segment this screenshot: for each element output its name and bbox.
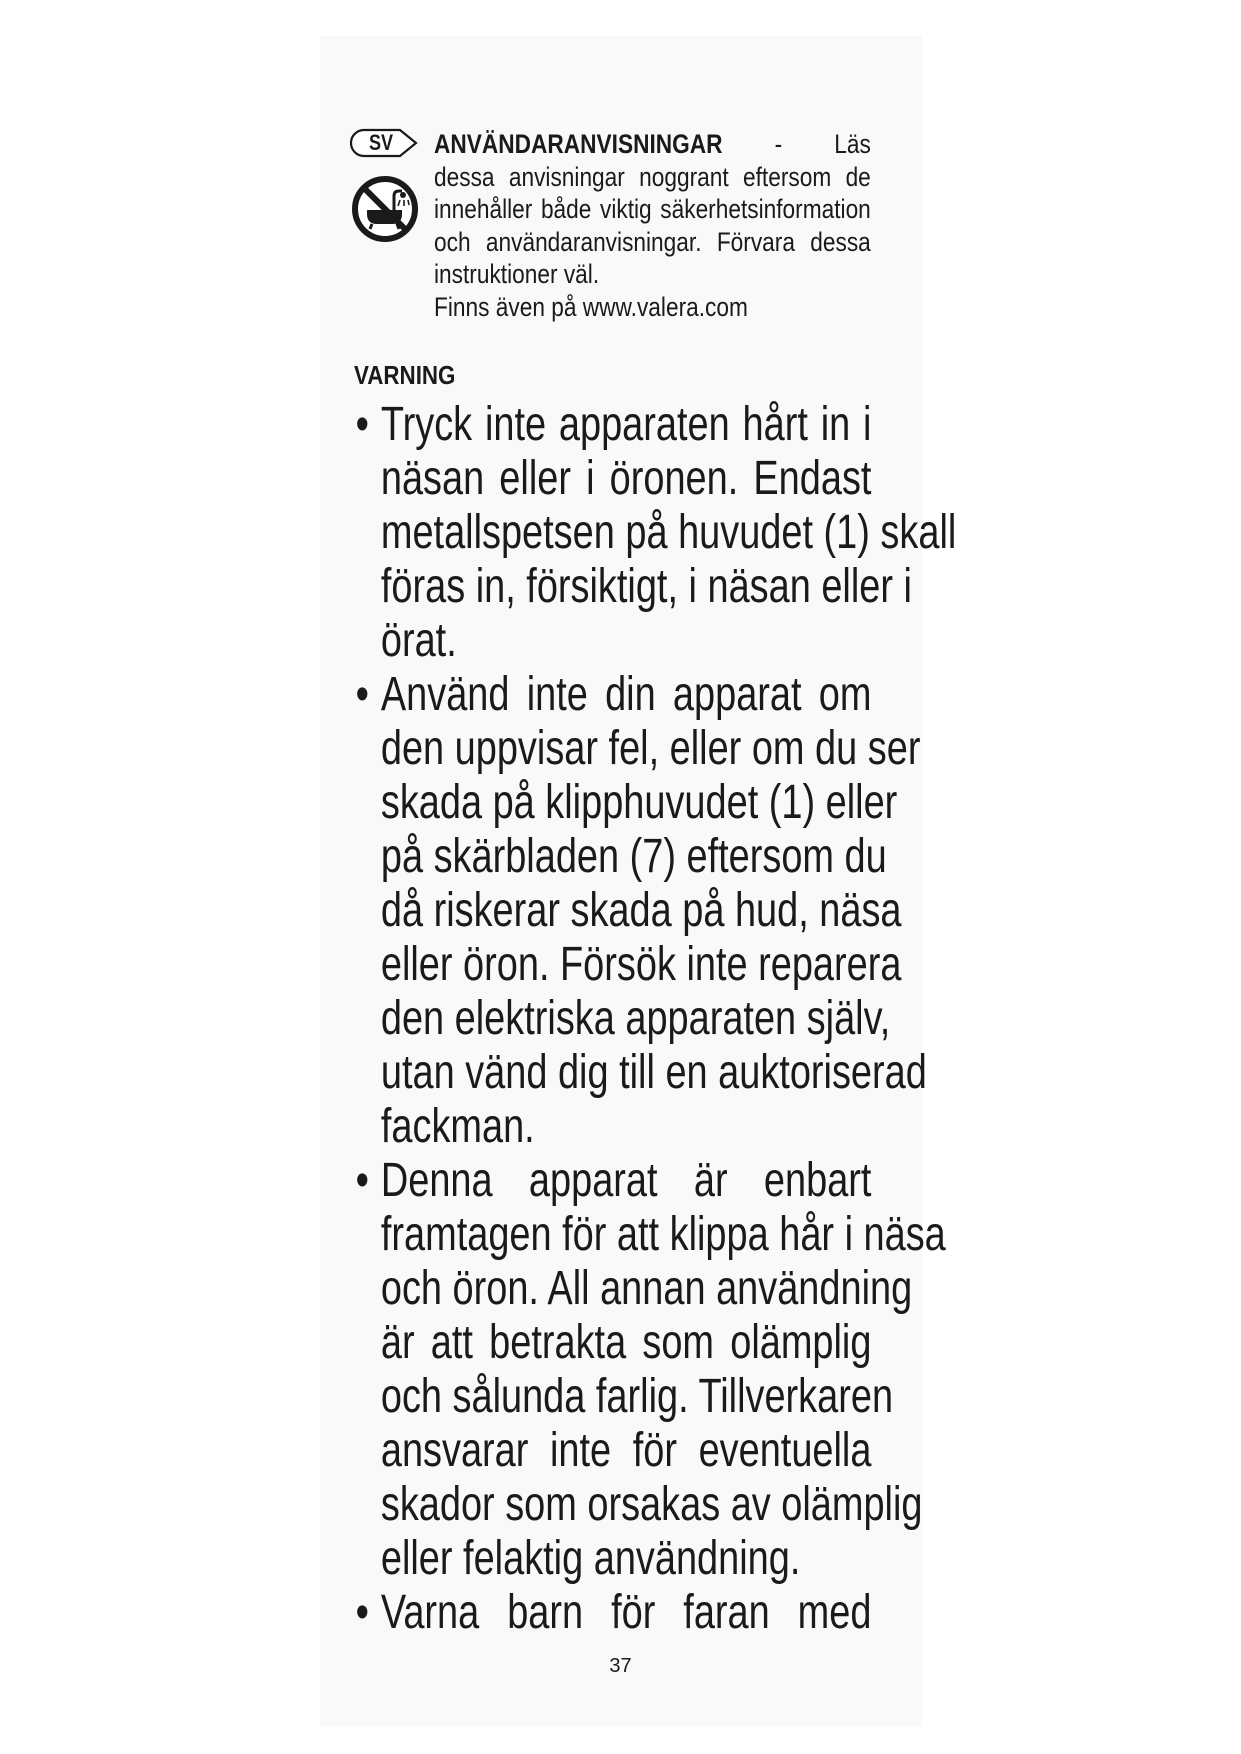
bullet: •: [355, 1586, 369, 1639]
warning-line: den uppvisar fel, eller om du ser: [380, 722, 921, 775]
warning-item: [354, 1586, 871, 1640]
warning-line: eller öron. Försök inte reparera: [380, 938, 902, 991]
warning-line: metallspetsen på huvudet (1) skall: [380, 506, 957, 559]
warning-line: skador som orsakas av olämplig: [380, 1478, 923, 1531]
warning-line: den elektriska apparaten själv,: [380, 992, 891, 1045]
warning-line: utan vänd dig till en auktoriserad: [380, 1046, 927, 1099]
warning-line: är att betrakta som olämplig: [380, 1316, 872, 1369]
warning-line: skada på klipphuvudet (1) eller: [380, 776, 898, 829]
warning-line: föras in, försiktigt, i näsan eller i: [380, 560, 912, 613]
bullet: •: [355, 1154, 369, 1207]
warning-line: fackman.: [380, 1100, 535, 1153]
document-title: ANVÄNDARANVISNINGAR: [434, 129, 723, 159]
warning-line: ansvarar inte för eventuella: [380, 1424, 872, 1477]
intro-line: Läs: [834, 129, 871, 159]
language-badge: [350, 128, 420, 158]
warning-line: Använd inte din apparat om: [380, 668, 872, 721]
intro-line: instruktioner väl.: [434, 259, 600, 289]
intro-paragraph: [434, 128, 871, 323]
warning-line: och öron. All annan användning: [380, 1262, 913, 1315]
page-number: 37: [609, 1655, 632, 1677]
intro-line: innehåller både viktig säkerhetsinformation: [434, 194, 871, 224]
intro-line: Finns även på www.valera.com: [434, 291, 748, 322]
title-dash: -: [774, 129, 783, 159]
intro-title-line: [434, 128, 871, 161]
bullet: •: [355, 398, 369, 451]
warning-list: [354, 398, 957, 1640]
warning-line: och sålunda farlig. Tillverkaren: [380, 1370, 894, 1423]
warning-line: Denna apparat är enbart: [380, 1154, 872, 1207]
language-code: SV: [368, 130, 394, 155]
warning-line: eller felaktig användning.: [380, 1532, 801, 1585]
intro-line: och användaranvisningar. Förvara dessa: [434, 226, 871, 257]
warning-item: [354, 398, 957, 668]
warning-line: näsan eller i öronen. Endast: [380, 452, 872, 505]
warning-line: framtagen för att klippa hår i näsa: [380, 1208, 946, 1261]
bullet: •: [355, 668, 369, 721]
warning-line: då riskerar skada på hud, näsa: [380, 884, 902, 937]
no-bath-icon: [350, 174, 420, 244]
warning-item: [354, 1154, 946, 1586]
intro-line: dessa anvisningar noggrant eftersom de: [434, 161, 871, 192]
warning-item: [354, 668, 927, 1154]
warning-line: örat.: [380, 614, 457, 667]
warning-line: Varna barn för faran med: [380, 1586, 872, 1639]
section-title: VARNING: [354, 360, 456, 390]
warning-line: på skärbladen (7) eftersom du: [380, 830, 887, 883]
warning-line: Tryck inte apparaten hårt in i: [380, 398, 872, 451]
